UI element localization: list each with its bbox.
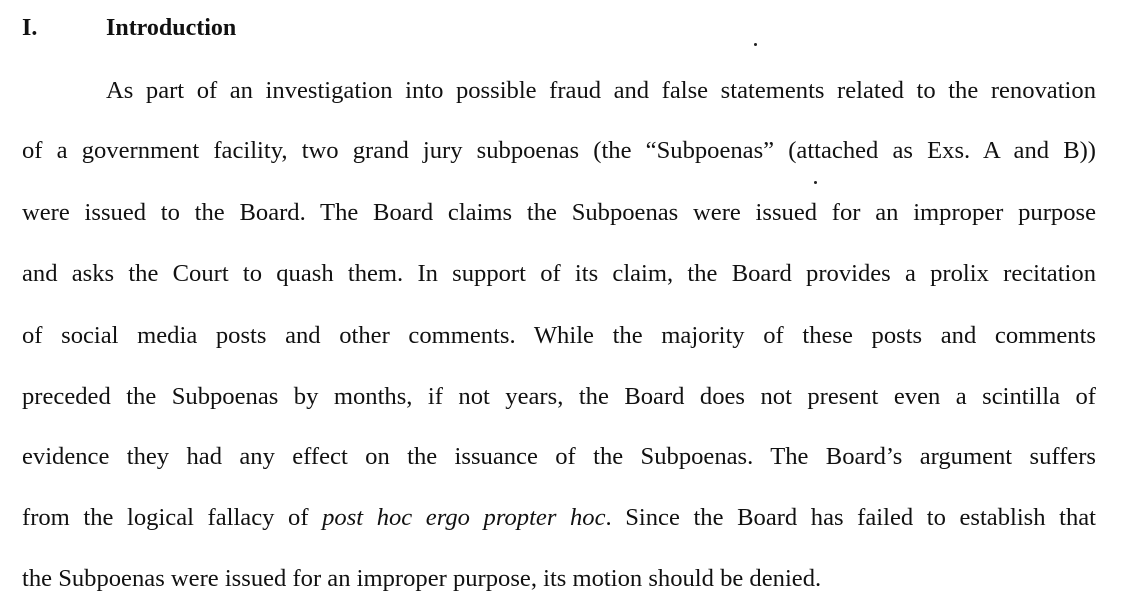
scan-speck xyxy=(754,43,757,46)
paragraph-line-3: were issued to the Board. The Board claims the Subpoenas were issued for an improper purpose xyxy=(22,199,1096,226)
paragraph-line-5: of social media posts and other comments. While the majority of these posts and comments xyxy=(22,322,1096,349)
paragraph-line-9: the Subpoenas were issued for an improper purpose, its motion should be denied. xyxy=(22,565,822,592)
paragraph-line-6: preceded the Subpoenas by months, if not years, the Board does not present even a scintilla of xyxy=(22,383,1096,410)
scan-speck xyxy=(814,181,817,184)
section-title: Introduction xyxy=(106,15,237,41)
paragraph-line-4: and asks the Court to quash them. In support of its claim, the Board provides a prolix recitation xyxy=(22,260,1096,287)
paragraph-line-1: As part of an investigation into possible fraud and false statements related to the renovation xyxy=(106,77,1096,104)
section-number: I. xyxy=(22,15,38,41)
latin-phrase: post hoc ergo propter hoc xyxy=(322,504,606,531)
line-8-text-after: . Since the Board has failed to establish that xyxy=(605,504,1096,531)
line-8-text-before: from the logical fallacy of xyxy=(22,504,323,531)
paragraph-line-7: evidence they had any effect on the issuance of the Subpoenas. The Board’s argument suffers xyxy=(22,443,1096,470)
paragraph-line-2: of a government facility, two grand jury subpoenas (the “Subpoenas” (attached as Exs. A and B)) xyxy=(22,137,1096,164)
paragraph-line-8 xyxy=(22,503,1096,533)
